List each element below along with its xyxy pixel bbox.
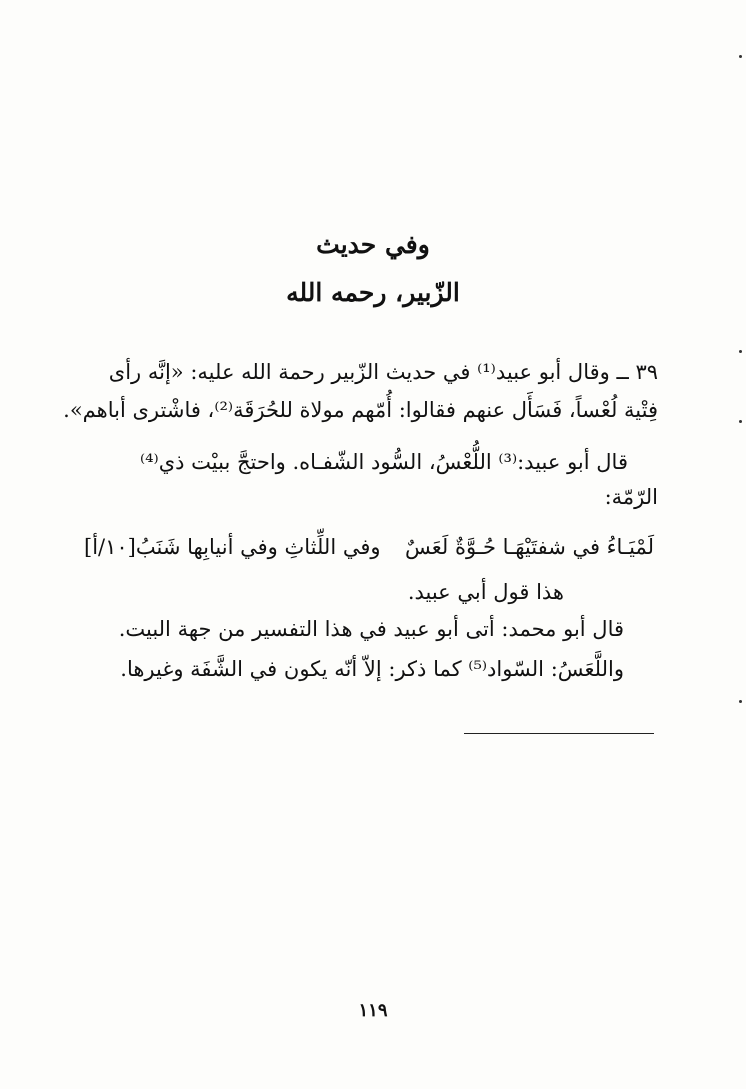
page-number: ١١٩ xyxy=(358,1000,388,1021)
section-heading-line1: وفي حديث xyxy=(316,230,430,259)
margin-mark xyxy=(739,700,742,703)
body-line-3: قال أبو عبيد:⁽³⁾ اللُّعْسُ، السُّود الشّفـاه. واحتجَّ ببيْت ذي⁽⁴⁾ xyxy=(139,450,628,474)
body-line-7: قال أبو محمد: أتى أبو عبيد في هذا التفسير من جهة البيت. xyxy=(118,617,624,641)
verse-second-hemistich: وفي اللِّثاثِ وفي أنيابِها شَنَبُ[١٠/أ] xyxy=(84,535,381,559)
body-line-8: واللَّعَسُ: السّواد⁽⁵⁾ كما ذكر: إلاّ أنّه يكون في الشَّفَة وغيرها. xyxy=(120,657,624,681)
margin-mark xyxy=(739,350,742,353)
body-line-1: ٣٩ ــ وقال أبو عبيد⁽¹⁾ في حديث الزّبير رحمة الله عليه: «إنَّه رأى xyxy=(108,360,658,384)
body-line-4: الرّمّة: xyxy=(604,485,658,509)
margin-mark xyxy=(739,55,742,58)
body-line-6: هذا قول أبي عبيد. xyxy=(407,580,564,604)
section-heading-line2: الزّبير، رحمه الله xyxy=(286,278,460,307)
verse-first-hemistich: لَمْيَـاءُ في شفتَيْهَـا حُـوَّةٌ لَعَسٌ xyxy=(405,535,654,559)
margin-mark xyxy=(739,420,742,423)
body-line-2: فِتْية لُعْساً، فَسَأَل عنهم فقالوا: أُمّهم مولاة للحُرَقَة⁽²⁾، فاشْترى أباهم». xyxy=(63,398,658,422)
footnote-separator xyxy=(464,733,654,734)
